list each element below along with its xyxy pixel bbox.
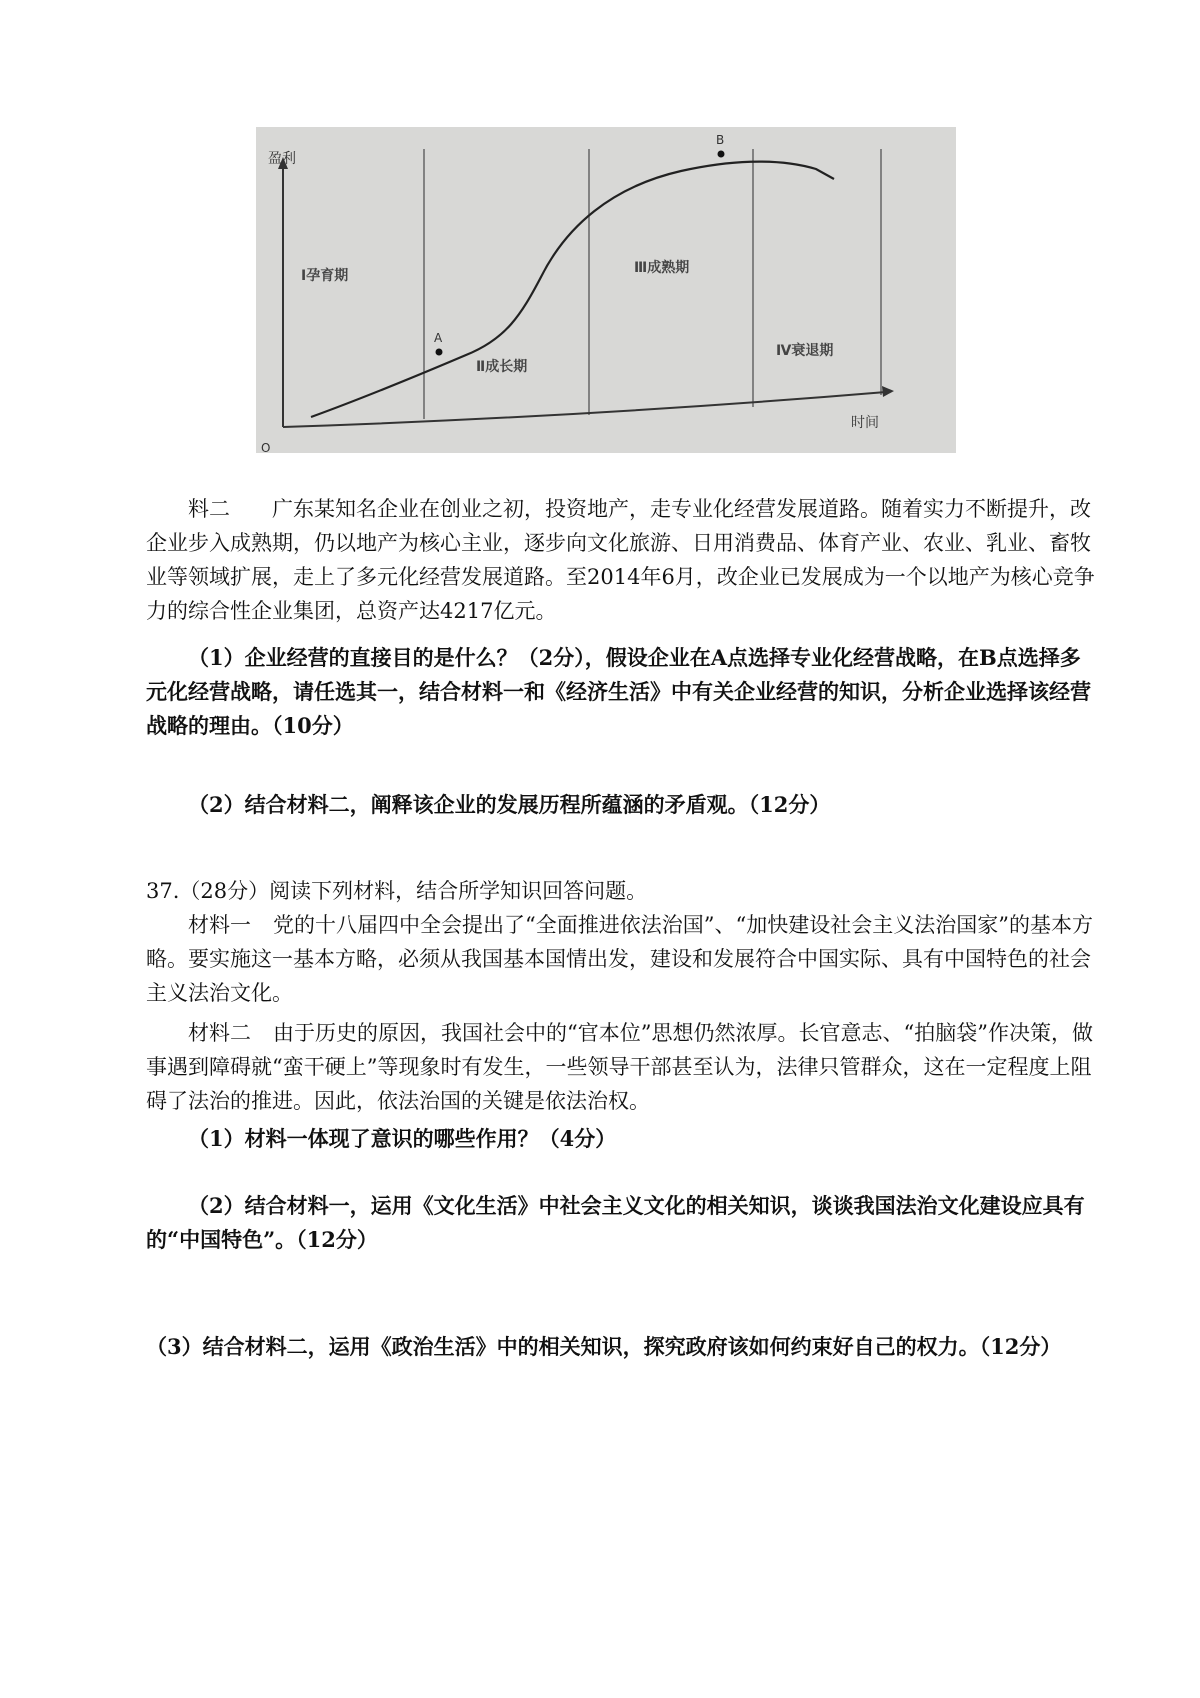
q37-part2 [146,1189,1096,1257]
q37-material2 [146,1016,1096,1118]
life-cycle-figure [256,127,956,453]
q36-part1-text: （1）企业经营的直接目的是什么？（2分），假设企业在A点选择专业化经营战略，在B点选择多元化经营战略，请任选其一，结合材料一和《经济生活》中有关企业经营的知识，分析企业选择该经营战略的理由。（10分） [146,645,1091,738]
q37-part2-text: （2）结合材料一，运用《文化生活》中社会主义文化的相关知识，谈谈我国法治文化建设应具有的“中国特色”。（12分） [146,1193,1085,1252]
q37-material1-text: 党的十八届四中全会提出了“全面推进依法治国”、“加快建设社会主义法治国家”的基本方略。要实施这一基本方略，必须从我国基本国情出发，建设和发展符合中国实际、具有中国特色的社会主义法治文化。 [146,913,1093,1005]
point-b-label: B [716,133,725,147]
material2-label: 料二 [188,497,230,521]
q37-part1 [146,1122,1096,1156]
stage2-label: Ⅱ成长期 [476,359,528,375]
material2-text: 广东某知名企业在创业之初，投资地产，走专业化经营发展道路。随着实力不断提升，改企业步入成熟期，仍以地产为核心主业，逐步向文化旅游、日用消费品、体育产业、农业、乳业、畜牧业等领域扩展，走上了多元化经营发展道路。至2014年6月，改企业已发展成为一个以地产为核心竞争力的综合性企业集团，总资产达4217亿元。 [146,497,1095,623]
point-a-marker [436,349,443,356]
life-cycle-diagram [256,127,956,453]
point-b-marker [718,151,725,158]
q37-material2-text: 由于历史的原因，我国社会中的“官本位”思想仍然浓厚。长官意志、“拍脑袋”作决策，做事遇到障碍就“蛮干硬上”等现象时有发生，一些领导干部甚至认为，法律只管群众，这在一定程度上阻碍了法治的推进。因此，依法治国的关键是依法治权。 [146,1021,1093,1113]
q37-title-text: 37.（28分）阅读下列材料，结合所学知识回答问题。 [146,879,648,903]
y-axis-label: 盈利 [268,151,296,167]
stage3-label: Ⅲ成熟期 [634,260,690,276]
figure-background [256,127,956,453]
q37-title [146,874,1096,908]
origin-label: O [261,441,271,453]
point-a-label: A [434,331,443,345]
q37-part3-text: （3）结合材料二，运用《政治生活》中的相关知识，探究政府该如何约束好自己的权力。（12分） [146,1334,1062,1359]
q37-part3 [146,1296,1096,1364]
q37-material1-label: 材料一 [188,913,251,937]
material2-paragraph [146,492,1096,628]
q37-part1-text: （1）材料一体现了意识的哪些作用？（4分） [188,1126,617,1151]
stage1-label: Ⅰ孕育期 [301,268,349,284]
stage4-label: Ⅳ衰退期 [776,343,834,359]
q37-material1 [146,908,1096,1010]
q36-part2 [146,788,1096,822]
q36-part1 [146,641,1096,743]
q37-material2-label: 材料二 [188,1021,251,1045]
x-axis-label: 时间 [851,415,879,431]
q36-part2-text: （2）结合材料二，阐释该企业的发展历程所蕴涵的矛盾观。（12分） [188,792,831,817]
